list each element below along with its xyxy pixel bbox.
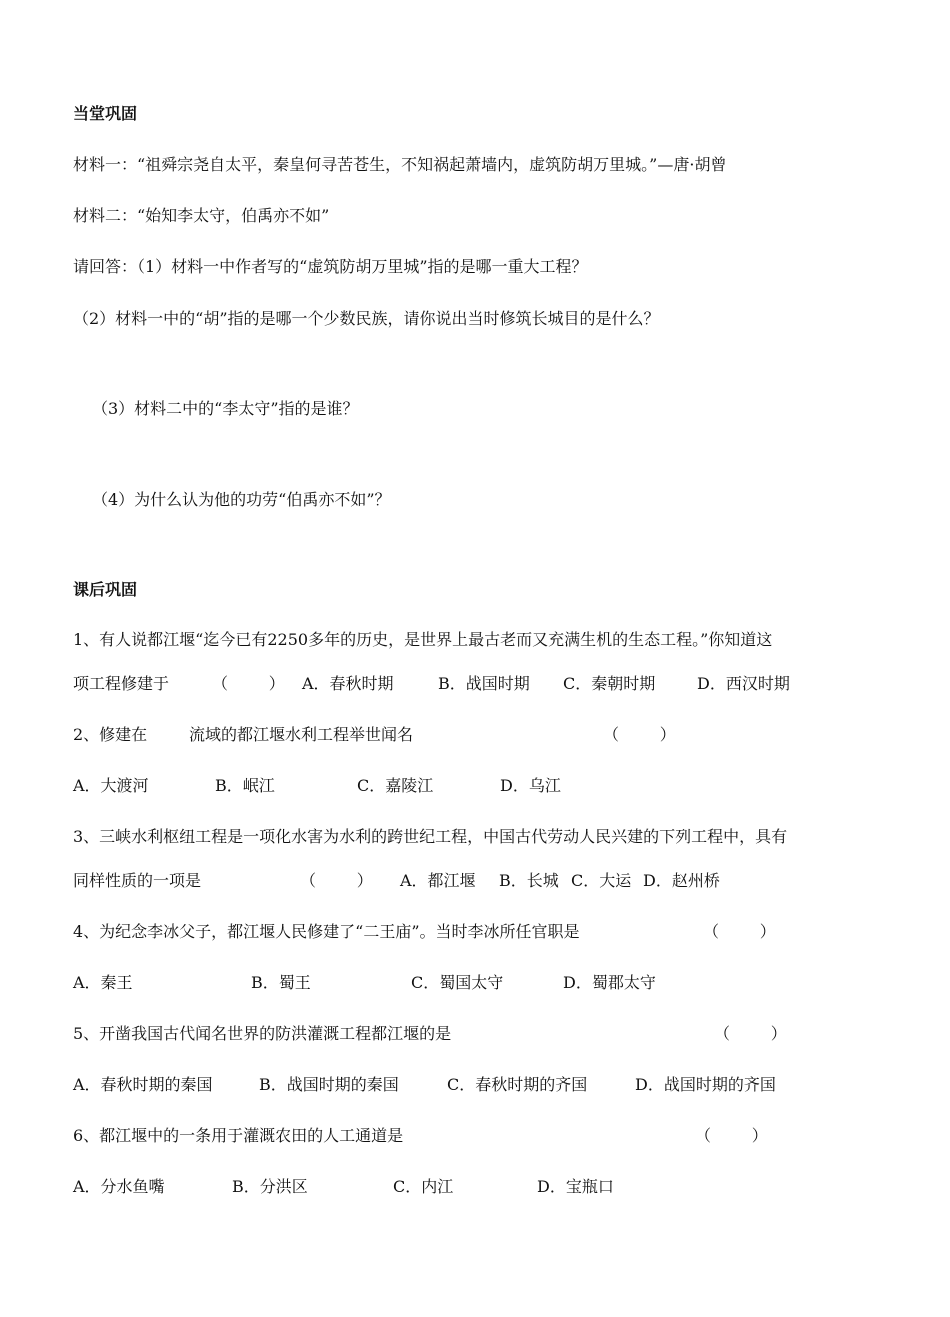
question-2: （2）材料一中的“胡”指的是哪一个少数民族，请你说出当时修筑长城目的是什么？ (73, 309, 660, 328)
item-1-answer-paren: （ ） (212, 674, 285, 693)
item-4-option-c: C．蜀国太守 (411, 973, 504, 992)
item-3-answer-paren: （ ） (300, 871, 373, 890)
item-6-answer-paren: （ ） (695, 1126, 768, 1145)
item-4-stem: 4、为纪念李冰父子，都江堰人民修建了“二王庙”。当时李冰所任官职是 (73, 922, 580, 941)
item-3-stem-line-1: 3、三峡水利枢纽工程是一项化水害为水利的跨世纪工程，中国古代劳动人民兴建的下列工程中，具有 (73, 827, 788, 846)
item-3-option-c: C．大运 (571, 871, 632, 890)
item-1-option-a: A．春秋时期 (302, 674, 394, 693)
material-one: 材料一：“祖舜宗尧自太平，秦皇何寻苦苍生，不知祸起萧墙内，虚筑防胡万里城。”—唐·胡曾 (73, 155, 727, 174)
item-5-answer-paren: （ ） (714, 1024, 787, 1043)
item-4-answer-paren: （ ） (703, 922, 776, 941)
item-3-option-a: A．都江堰 (400, 871, 476, 890)
item-1-option-d: D．西汉时期 (697, 674, 790, 693)
item-5-stem: 5、开凿我国古代闻名世界的防洪灌溉工程都江堰的是 (73, 1024, 452, 1043)
item-1-option-c: C．秦朝时期 (563, 674, 656, 693)
item-2-option-a: A．大渡河 (73, 776, 149, 795)
section-heading-after-class: 课后巩固 (73, 580, 138, 599)
item-4-option-d: D．蜀郡太守 (563, 973, 656, 992)
item-1-stem-line-2: 项工程修建于 (73, 674, 170, 693)
item-2-stem-a: 2、修建在 (73, 725, 148, 744)
item-6-option-c: C．内江 (393, 1177, 454, 1196)
item-5-option-c: C．春秋时期的齐国 (447, 1075, 588, 1094)
item-5-option-d: D．战国时期的齐国 (635, 1075, 776, 1094)
item-2-answer-paren: （ ） (603, 725, 676, 744)
item-2-stem-b: 流域的都江堰水利工程举世闻名 (189, 725, 414, 744)
question-3: （3）材料二中的“李太守”指的是谁？ (92, 399, 359, 418)
item-6-stem: 6、都江堰中的一条用于灌溉农田的人工通道是 (73, 1126, 404, 1145)
question-4: （4）为什么认为他的功劳“伯禹亦不如”？ (92, 490, 391, 509)
item-3-option-d: D．赵州桥 (643, 871, 720, 890)
question-1: 请回答：（1）材料一中作者写的“虚筑防胡万里城”指的是哪一重大工程？ (73, 257, 588, 276)
item-4-option-b: B．蜀王 (251, 973, 311, 992)
item-4-option-a: A．秦王 (73, 973, 133, 992)
item-1-option-b: B．战国时期 (438, 674, 530, 693)
item-3-option-b: B．长城 (499, 871, 559, 890)
item-5-option-a: A．春秋时期的秦国 (73, 1075, 213, 1094)
item-6-option-b: B．分洪区 (232, 1177, 308, 1196)
item-2-option-b: B．岷江 (215, 776, 275, 795)
item-2-option-d: D．乌江 (500, 776, 561, 795)
item-6-option-a: A．分水鱼嘴 (73, 1177, 165, 1196)
material-two: 材料二：“始知李太守，伯禹亦不如” (73, 206, 330, 225)
item-3-stem-line-2: 同样性质的一项是 (73, 871, 202, 890)
section-heading-in-class: 当堂巩固 (73, 104, 138, 123)
item-6-option-d: D．宝瓶口 (537, 1177, 614, 1196)
item-5-option-b: B．战国时期的秦国 (259, 1075, 399, 1094)
item-1-stem-line-1: 1、有人说都江堰“迄今已有2250多年的历史，是世界上最古老而又充满生机的生态工程。”你知道这 (73, 630, 773, 649)
item-2-option-c: C．嘉陵江 (357, 776, 434, 795)
